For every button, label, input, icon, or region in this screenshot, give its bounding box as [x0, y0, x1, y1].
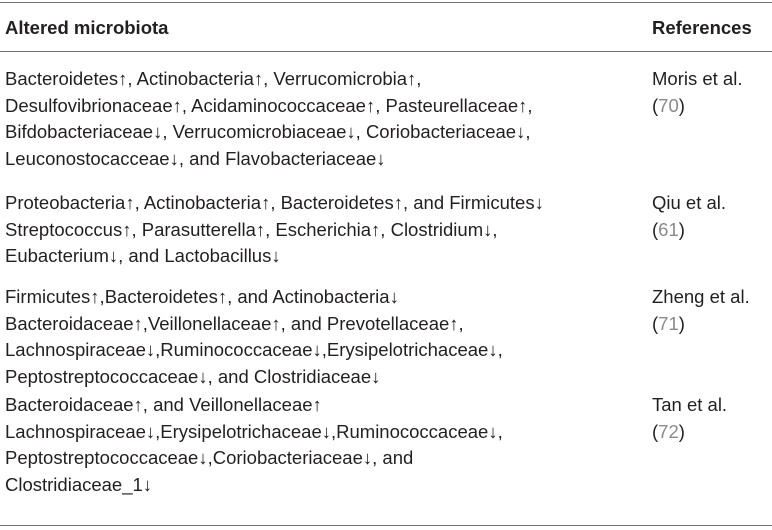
reference-link[interactable]: 72 [658, 420, 679, 442]
reference-cell [652, 392, 770, 445]
cell-line: Firmicutes↑,Bacteroidetes↑, and Actinobacteria↓ [5, 286, 399, 307]
reference-author: Qiu et al. [652, 192, 727, 213]
bottom-rule [0, 525, 772, 526]
reference-author: Zheng et al. [652, 286, 750, 307]
ref-paren-close: ) [678, 312, 685, 334]
reference-cell [652, 284, 770, 337]
ref-paren-close: ) [678, 218, 685, 240]
cell-line: Eubacterium↓, and Lactobacillus↓ [5, 245, 281, 267]
cell-line: Desulfovibrionaceae↑, Acidaminococcaceae↑, Pasteurellaceae↑, [5, 94, 533, 116]
altered-microbiota-cell [5, 284, 635, 390]
reference-author: Moris et al. [652, 68, 743, 89]
header-references: References [652, 17, 752, 38]
cell-line: Leuconostocacceae↓, and Flavobacteriaceae↓ [5, 147, 386, 169]
reference-link[interactable]: 71 [658, 312, 679, 334]
reference-author: Tan et al. [652, 394, 728, 415]
altered-microbiota-cell [5, 66, 635, 172]
ref-paren-open: ( [652, 420, 659, 442]
header-altered-microbiota: Altered microbiota [5, 17, 169, 38]
top-rule [0, 2, 772, 3]
reference-link[interactable]: 70 [658, 94, 679, 116]
cell-line: Peptostreptococcaceae↓, and Clostridiaceae↓ [5, 365, 381, 387]
ref-paren-open: ( [652, 218, 659, 240]
reference-link[interactable]: 61 [658, 218, 679, 240]
cell-line: Lachnospiraceae↓,Erysipelotrichaceae↓,Ruminococcaceae↓, [5, 420, 503, 442]
ref-paren-close: ) [678, 94, 685, 116]
cell-line: Bifdobacteriaceae↓, Verrucomicrobiaceae↓, Coriobacteriaceae↓, [5, 121, 531, 143]
cell-line: Bacteroidetes↑, Actinobacteria↑, Verrucomicrobia↑, [5, 68, 422, 89]
altered-microbiota-cell [5, 190, 635, 270]
ref-paren-open: ( [652, 94, 659, 116]
cell-line: Bacteroidaceae↑,Veillonellaceae↑, and Prevotellaceae↑, [5, 312, 464, 334]
altered-microbiota-cell [5, 392, 635, 498]
ref-paren-close: ) [678, 420, 685, 442]
cell-line: Lachnospiraceae↓,Ruminococcaceae↓,Erysipelotrichaceae↓, [5, 339, 503, 361]
ref-paren-open: ( [652, 312, 659, 334]
cell-line: Proteobacteria↑, Actinobacteria↑, Bacteroidetes↑, and Firmicutes↓ [5, 192, 544, 213]
cell-line: Clostridiaceae_1↓ [5, 473, 153, 495]
cell-line: Bacteroidaceae↑, and Veillonellaceae↑ [5, 394, 322, 415]
cell-line: Peptostreptococcaceae↓,Coriobacteriaceae↓, and [5, 447, 414, 469]
cell-line: Streptococcus↑, Parasutterella↑, Escherichia↑, Clostridium↓, [5, 218, 498, 240]
reference-cell [652, 66, 770, 119]
header-rule [0, 51, 772, 52]
reference-cell [652, 190, 770, 243]
